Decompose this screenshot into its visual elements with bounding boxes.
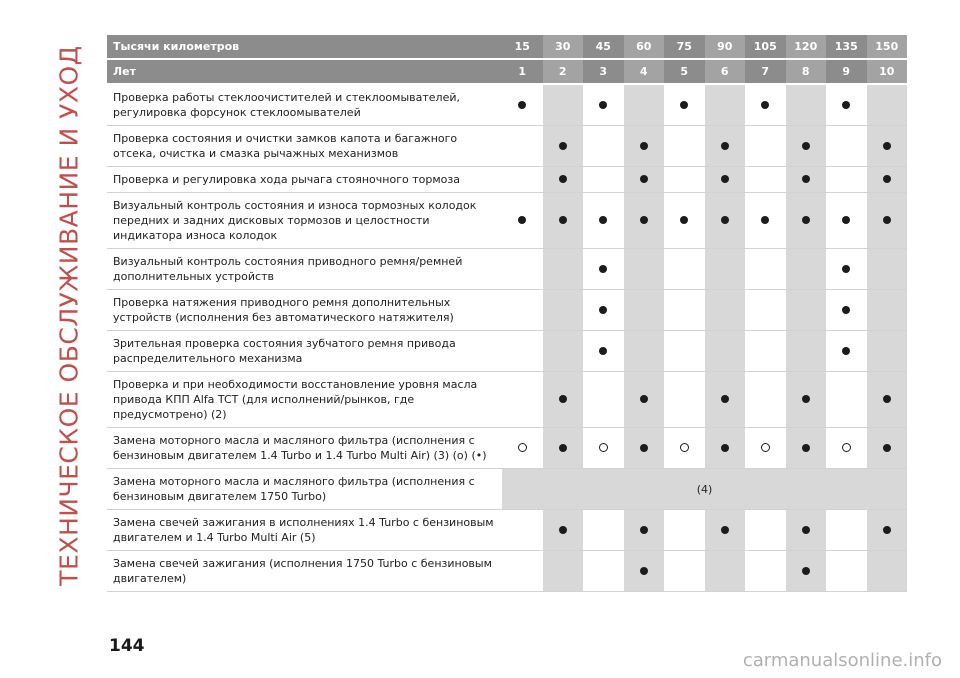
row-label: Проверка натяжения приводного ремня дополнительных устройств (исполнения без автоматического натяжителя) bbox=[107, 290, 502, 331]
schedule-cell bbox=[583, 126, 624, 167]
schedule-cell bbox=[624, 331, 665, 372]
schedule-cell bbox=[867, 428, 908, 469]
table-row bbox=[107, 510, 907, 551]
header-years-label: Лет bbox=[107, 59, 502, 84]
schedule-cell bbox=[826, 428, 867, 469]
open-circle-icon bbox=[761, 443, 770, 452]
filled-dot-icon bbox=[883, 175, 891, 183]
schedule-cell bbox=[664, 428, 705, 469]
schedule-cell bbox=[583, 510, 624, 551]
schedule-cell bbox=[826, 510, 867, 551]
maintenance-schedule-table bbox=[107, 35, 907, 592]
row-label: Замена моторного масла и масляного фильтра (исполнения с бензиновым двигателем 1.4 Turbo и 1.4 Turbo Multi Air) (3) (o) (•) bbox=[107, 428, 502, 469]
header-row-km bbox=[107, 35, 907, 59]
schedule-cell bbox=[786, 372, 827, 428]
header-value: 135 bbox=[826, 35, 867, 59]
schedule-cell bbox=[543, 331, 584, 372]
schedule-cell bbox=[502, 551, 543, 592]
table-row bbox=[107, 249, 907, 290]
row-label: Проверка работы стеклоочистителей и стеклоомывателей, регулировка форсунок стеклоомывателей bbox=[107, 84, 502, 126]
schedule-cell bbox=[502, 510, 543, 551]
filled-dot-icon bbox=[721, 395, 729, 403]
schedule-cell bbox=[664, 193, 705, 249]
schedule-cell bbox=[786, 428, 827, 469]
schedule-cell bbox=[705, 510, 746, 551]
schedule-cell bbox=[745, 428, 786, 469]
filled-dot-icon bbox=[599, 101, 607, 109]
table-row bbox=[107, 469, 907, 510]
filled-dot-icon bbox=[599, 265, 607, 273]
schedule-cell bbox=[583, 290, 624, 331]
schedule-cell bbox=[624, 551, 665, 592]
table-row bbox=[107, 126, 907, 167]
schedule-cell bbox=[705, 126, 746, 167]
row-label: Визуальный контроль состояния приводного ремня/ремней дополнительных устройств bbox=[107, 249, 502, 290]
schedule-cell bbox=[705, 290, 746, 331]
schedule-cell bbox=[745, 167, 786, 193]
table-row bbox=[107, 290, 907, 331]
filled-dot-icon bbox=[883, 526, 891, 534]
schedule-cell bbox=[624, 249, 665, 290]
schedule-cell bbox=[705, 84, 746, 126]
schedule-cell bbox=[583, 331, 624, 372]
header-km-label: Тысячи километров bbox=[107, 35, 502, 59]
filled-dot-icon bbox=[599, 216, 607, 224]
schedule-cell bbox=[705, 551, 746, 592]
open-circle-icon bbox=[680, 443, 689, 452]
filled-dot-icon bbox=[599, 306, 607, 314]
filled-dot-icon bbox=[883, 395, 891, 403]
schedule-cell bbox=[624, 372, 665, 428]
filled-dot-icon bbox=[640, 175, 648, 183]
header-value: 105 bbox=[745, 35, 786, 59]
schedule-cell bbox=[624, 167, 665, 193]
open-circle-icon bbox=[842, 443, 851, 452]
schedule-cell bbox=[826, 331, 867, 372]
schedule-cell bbox=[543, 372, 584, 428]
schedule-cell bbox=[745, 372, 786, 428]
filled-dot-icon bbox=[802, 526, 810, 534]
header-value: 10 bbox=[867, 59, 908, 84]
schedule-cell bbox=[867, 84, 908, 126]
filled-dot-icon bbox=[802, 567, 810, 575]
schedule-cell bbox=[705, 428, 746, 469]
schedule-cell bbox=[705, 372, 746, 428]
filled-dot-icon bbox=[640, 395, 648, 403]
schedule-cell bbox=[705, 193, 746, 249]
row-label: Визуальный контроль состояния и износа тормозных колодок передних и задних дисковых тормозов и целостности индикатора износа колодок bbox=[107, 193, 502, 249]
filled-dot-icon bbox=[802, 142, 810, 150]
schedule-cell bbox=[624, 126, 665, 167]
schedule-cell bbox=[745, 551, 786, 592]
open-circle-icon bbox=[599, 443, 608, 452]
schedule-cell bbox=[786, 331, 827, 372]
filled-dot-icon bbox=[883, 216, 891, 224]
filled-dot-icon bbox=[640, 567, 648, 575]
schedule-cell bbox=[745, 331, 786, 372]
row-label: Проверка и при необходимости восстановление уровня масла привода КПП Alfa TCT (для исполнений/рынков, где предусмотрено) (2) bbox=[107, 372, 502, 428]
schedule-cell bbox=[664, 372, 705, 428]
schedule-cell bbox=[867, 126, 908, 167]
row-label: Замена моторного масла и масляного фильтра (исполнения с бензиновым двигателем 1750 Turbo) bbox=[107, 469, 502, 510]
schedule-cell bbox=[786, 126, 827, 167]
chapter-side-title-text: ТЕХНИЧЕСКОЕ ОБСЛУЖИВАНИЕ И УХОД bbox=[54, 44, 84, 586]
schedule-cell bbox=[745, 510, 786, 551]
schedule-cell bbox=[745, 193, 786, 249]
page-number: 144 bbox=[109, 636, 145, 656]
schedule-cell bbox=[543, 193, 584, 249]
filled-dot-icon bbox=[680, 101, 688, 109]
chapter-side-title bbox=[54, 30, 84, 600]
table-row bbox=[107, 428, 907, 469]
schedule-cell bbox=[786, 551, 827, 592]
filled-dot-icon bbox=[802, 175, 810, 183]
schedule-cell bbox=[583, 428, 624, 469]
schedule-cell bbox=[664, 290, 705, 331]
header-value: 45 bbox=[583, 35, 624, 59]
schedule-cell bbox=[543, 84, 584, 126]
filled-dot-icon bbox=[883, 444, 891, 452]
header-value: 120 bbox=[786, 35, 827, 59]
schedule-cell bbox=[624, 428, 665, 469]
schedule-cell bbox=[867, 510, 908, 551]
schedule-cell bbox=[786, 167, 827, 193]
filled-dot-icon bbox=[721, 142, 729, 150]
schedule-cell bbox=[624, 84, 665, 126]
filled-dot-icon bbox=[842, 101, 850, 109]
open-circle-icon bbox=[518, 443, 527, 452]
schedule-cell bbox=[826, 193, 867, 249]
table-row bbox=[107, 193, 907, 249]
header-value: 7 bbox=[745, 59, 786, 84]
header-value: 5 bbox=[664, 59, 705, 84]
schedule-cell bbox=[664, 167, 705, 193]
schedule-cell bbox=[543, 290, 584, 331]
schedule-cell bbox=[583, 249, 624, 290]
filled-dot-icon bbox=[842, 306, 850, 314]
row-label: Замена свечей зажигания (исполнения 1750 Turbo с бензиновым двигателем) bbox=[107, 551, 502, 592]
watermark: carmanualsonline.info bbox=[742, 650, 942, 671]
header-value: 4 bbox=[624, 59, 665, 84]
schedule-cell bbox=[826, 126, 867, 167]
schedule-cell bbox=[543, 510, 584, 551]
table-row bbox=[107, 84, 907, 126]
schedule-cell bbox=[826, 551, 867, 592]
schedule-cell bbox=[745, 290, 786, 331]
schedule-cell bbox=[826, 372, 867, 428]
filled-dot-icon bbox=[761, 216, 769, 224]
schedule-cell bbox=[705, 167, 746, 193]
schedule-cell bbox=[502, 167, 543, 193]
header-value: 60 bbox=[624, 35, 665, 59]
filled-dot-icon bbox=[680, 216, 688, 224]
header-value: 15 bbox=[502, 35, 543, 59]
schedule-cell bbox=[583, 372, 624, 428]
schedule-cell bbox=[543, 126, 584, 167]
schedule-cell bbox=[786, 510, 827, 551]
schedule-cell bbox=[502, 126, 543, 167]
schedule-cell bbox=[624, 510, 665, 551]
row-label: Зрительная проверка состояния зубчатого ремня привода распределительного механизма bbox=[107, 331, 502, 372]
schedule-cell bbox=[745, 84, 786, 126]
schedule-cell bbox=[786, 249, 827, 290]
table-row bbox=[107, 167, 907, 193]
filled-dot-icon bbox=[559, 444, 567, 452]
schedule-cell bbox=[867, 331, 908, 372]
schedule-cell bbox=[583, 84, 624, 126]
schedule-cell bbox=[583, 551, 624, 592]
schedule-cell bbox=[786, 84, 827, 126]
schedule-cell bbox=[826, 84, 867, 126]
schedule-cell bbox=[705, 249, 746, 290]
filled-dot-icon bbox=[721, 526, 729, 534]
schedule-cell bbox=[745, 126, 786, 167]
filled-dot-icon bbox=[518, 101, 526, 109]
filled-dot-icon bbox=[802, 216, 810, 224]
filled-dot-icon bbox=[842, 347, 850, 355]
schedule-cell bbox=[502, 290, 543, 331]
schedule-cell bbox=[745, 249, 786, 290]
schedule-cell bbox=[664, 249, 705, 290]
schedule-cell bbox=[664, 331, 705, 372]
schedule-cell bbox=[543, 167, 584, 193]
table-row bbox=[107, 372, 907, 428]
header-value: 90 bbox=[705, 35, 746, 59]
filled-dot-icon bbox=[883, 142, 891, 150]
schedule-cell bbox=[867, 372, 908, 428]
filled-dot-icon bbox=[721, 444, 729, 452]
header-value: 150 bbox=[867, 35, 908, 59]
schedule-cell bbox=[664, 551, 705, 592]
filled-dot-icon bbox=[802, 444, 810, 452]
schedule-cell bbox=[786, 193, 827, 249]
schedule-cell bbox=[624, 193, 665, 249]
filled-dot-icon bbox=[559, 175, 567, 183]
schedule-cell bbox=[705, 331, 746, 372]
filled-dot-icon bbox=[842, 265, 850, 273]
table-row bbox=[107, 331, 907, 372]
schedule-cell bbox=[502, 84, 543, 126]
header-value: 3 bbox=[583, 59, 624, 84]
filled-dot-icon bbox=[761, 101, 769, 109]
schedule-cell bbox=[826, 249, 867, 290]
schedule-cell bbox=[664, 510, 705, 551]
schedule-cell bbox=[867, 290, 908, 331]
filled-dot-icon bbox=[559, 395, 567, 403]
row-label: Замена свечей зажигания в исполнениях 1.4 Turbo с бензиновым двигателем и 1.4 Turbo Multi Air (5) bbox=[107, 510, 502, 551]
schedule-cell bbox=[502, 193, 543, 249]
filled-dot-icon bbox=[518, 216, 526, 224]
schedule-cell bbox=[624, 290, 665, 331]
row-label: Проверка и регулировка хода рычага стояночного тормоза bbox=[107, 167, 502, 193]
schedule-cell bbox=[826, 167, 867, 193]
schedule-cell bbox=[867, 193, 908, 249]
row-label: Проверка состояния и очистки замков капота и багажного отсека, очистка и смазка рычажных механизмов bbox=[107, 126, 502, 167]
header-value: 9 bbox=[826, 59, 867, 84]
header-value: 2 bbox=[543, 59, 584, 84]
header-value: 30 bbox=[543, 35, 584, 59]
schedule-cell bbox=[826, 290, 867, 331]
schedule-cell bbox=[543, 249, 584, 290]
filled-dot-icon bbox=[640, 526, 648, 534]
filled-dot-icon bbox=[721, 216, 729, 224]
filled-dot-icon bbox=[559, 526, 567, 534]
filled-dot-icon bbox=[802, 395, 810, 403]
merged-note-cell: (4) bbox=[502, 469, 907, 510]
header-value: 75 bbox=[664, 35, 705, 59]
filled-dot-icon bbox=[640, 444, 648, 452]
schedule-cell bbox=[867, 167, 908, 193]
header-value: 6 bbox=[705, 59, 746, 84]
schedule-cell bbox=[502, 428, 543, 469]
filled-dot-icon bbox=[640, 142, 648, 150]
header-value: 1 bbox=[502, 59, 543, 84]
schedule-cell bbox=[867, 249, 908, 290]
header-value: 8 bbox=[786, 59, 827, 84]
schedule-cell bbox=[786, 290, 827, 331]
table-row bbox=[107, 551, 907, 592]
schedule-cell bbox=[664, 126, 705, 167]
schedule-cell bbox=[867, 551, 908, 592]
schedule-cell bbox=[502, 372, 543, 428]
filled-dot-icon bbox=[559, 216, 567, 224]
schedule-cell bbox=[543, 551, 584, 592]
schedule-cell bbox=[583, 193, 624, 249]
filled-dot-icon bbox=[559, 142, 567, 150]
schedule-cell bbox=[502, 249, 543, 290]
filled-dot-icon bbox=[721, 175, 729, 183]
schedule-cell bbox=[543, 428, 584, 469]
schedule-cell bbox=[502, 331, 543, 372]
filled-dot-icon bbox=[842, 216, 850, 224]
filled-dot-icon bbox=[599, 347, 607, 355]
schedule-cell bbox=[583, 167, 624, 193]
schedule-cell bbox=[664, 84, 705, 126]
header-row-years bbox=[107, 59, 907, 84]
filled-dot-icon bbox=[640, 216, 648, 224]
